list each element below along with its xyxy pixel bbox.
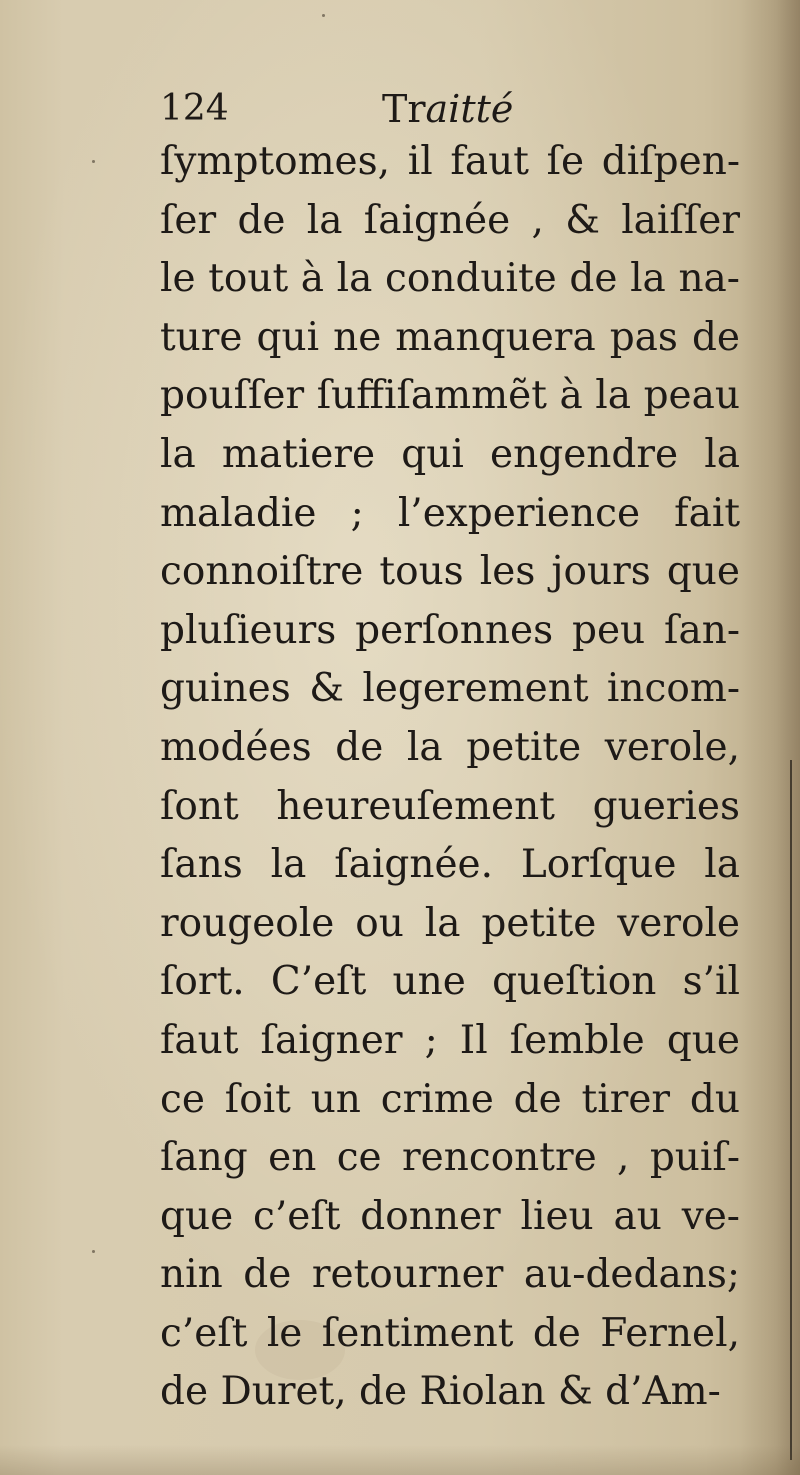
text-line: nin de retourner au-dedans; xyxy=(160,1252,740,1298)
text-line: de Duret, de Riolan & d’Am- xyxy=(160,1369,721,1415)
text-line: ſans la ſaignée. Lorſque la xyxy=(160,842,740,888)
running-header xyxy=(160,84,740,134)
running-title xyxy=(382,84,513,134)
text-line: modées de la petite verole, xyxy=(160,724,740,770)
text-line: ce ſoit un crime de tirer du xyxy=(160,1076,740,1122)
paper-fleck xyxy=(92,160,95,163)
text-line: ſang en ce rencontre , puiſ- xyxy=(160,1135,740,1181)
text-line: ſer de la ſaignée , & laiſſer xyxy=(160,197,740,243)
text-line: la matiere qui engendre la xyxy=(160,431,740,477)
text-line: maladie ; l’experience fait xyxy=(160,490,740,536)
paper-fleck xyxy=(322,14,325,17)
text-line: ſort. C’eſt une queſtion s’il xyxy=(160,959,740,1005)
page-bottom-shadow xyxy=(0,1445,800,1475)
text-line: que c’eſt donner lieu au ve- xyxy=(160,1193,740,1239)
text-line: rougeole ou la petite verole xyxy=(160,900,740,946)
text-line: ture qui ne manquera pas de xyxy=(160,314,740,360)
text-line: le tout à la conduite de la na- xyxy=(160,256,740,302)
text-line: connoiſtre tous les jours que xyxy=(160,549,740,595)
page-number: 124 xyxy=(160,88,229,129)
text-line: c’eſt le ſentiment de Fernel, xyxy=(160,1310,740,1356)
paper-fleck xyxy=(92,1250,95,1253)
text-line: ſont heureuſement gueries xyxy=(160,783,740,829)
text-line: faut ſaigner ; Il ſemble que xyxy=(160,1017,740,1063)
body-text xyxy=(160,133,740,1422)
text-line: pouſſer ſuffiſammẽt à la peau xyxy=(160,373,740,419)
running-title-tail: aitté xyxy=(425,87,514,131)
text-line: pluſieurs perſonnes peu ſan- xyxy=(160,607,740,653)
text-line: guines & legerement incom- xyxy=(160,666,740,712)
running-title-head: Tr xyxy=(382,87,426,131)
text-line: ſymptomes, il faut ſe diſpen- xyxy=(160,139,740,184)
page-edge-line xyxy=(790,760,792,1460)
